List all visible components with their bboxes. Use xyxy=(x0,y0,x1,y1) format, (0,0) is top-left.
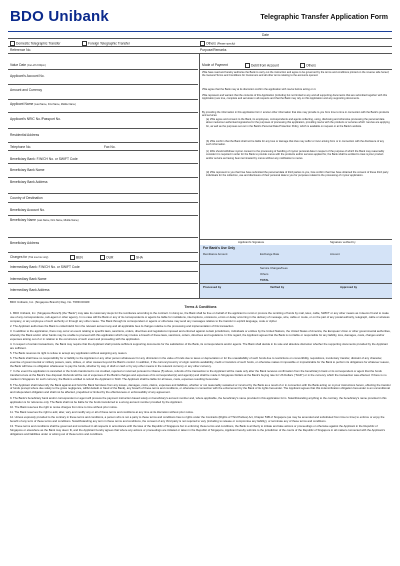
company-line: BDO Unibank, Inc. (Singapore Branch) Reg. No. T08FC0032F xyxy=(10,300,90,304)
country-destination-label: Country of Destination xyxy=(10,196,43,200)
applicant-account-label: Applicant's Account No. xyxy=(10,74,45,78)
terms-item-8: 8. The Applicant shall indemnify the Bank against and hold the Bank harmless from any losses, damages, costs, claims, expenses and liabilities, whether or not reasonably sustained or incurred by the Bank as a result of or in connection with the Bank acting on my/our instructions herein, effecting the transfer of funds (except where due solely to the gross negligence, willful default or fraud of the Bank), any breach of these terms and conditions, or otherwise in connection with the enforcement by the Bank of its rights hereunder. The Applicant agrees that this indemnification obligation hereunder is an unconditional and independent obligation and shall not be affected, prejudiced or limited by the effectiveness or enforceability of any agreement. xyxy=(10,382,391,395)
charges-sha-option[interactable]: SHA xyxy=(130,255,143,260)
field-line xyxy=(8,112,198,113)
field-line xyxy=(8,237,198,238)
beneficiary-account-label: Beneficiary Account No. xyxy=(10,208,46,212)
acknowledgement-2: I/We agree that the Bank may at its discretion confirm the application with me/us before acting on it. xyxy=(202,88,317,91)
bdo-logo xyxy=(10,8,109,25)
field-line xyxy=(200,69,392,70)
telephone-label: Telephone No. xyxy=(10,145,32,149)
beneficiary-swift-label: Beneficiary Bank: F.W/CH No. or SWIFT Code xyxy=(10,157,78,161)
mode-of-payment-label: Mode of Payment xyxy=(202,63,228,67)
form-header xyxy=(10,8,392,30)
terms-item-3: 3. In addition to the application, there may occur an event relating to specific laws, sanctions, orders, directives and regulations imposed and enforced against certain jurisdictions, individuals or entities by the United Nations, the United States of America, the European Union or other governmental authorities, whereby the Bank and/or other banks may be unable to proceed with this application which may involve a breach of these laws, sanctions, orders, directives and regulations. In this regard, the Applicant agrees that the Bank is not liable or responsible for any liability, loss, damages, costs, charges and/or expenses arising out of or in relation to the occurrence of such event and proceeding with the application. xyxy=(10,329,391,342)
field-line xyxy=(200,283,392,284)
value-date-field[interactable]: Value Date (Cut-off 2:00pm) xyxy=(10,63,46,67)
header-rule xyxy=(8,31,392,32)
field-line xyxy=(8,215,198,216)
field-line xyxy=(8,202,198,203)
date-label: Date xyxy=(262,33,269,37)
form-title: Telegraphic Transfer Application Form xyxy=(260,14,388,21)
bank-use-panel xyxy=(200,245,392,298)
field-line xyxy=(8,69,198,70)
logo-bdo: BDO xyxy=(10,8,44,25)
acknowledgement-c: (c) I/We should withdraw my/our consent to the processing of handling of my/our personal data in respect of the purpose of which the Bank may reasonably consider it is required in order for the Bank to provide me/us with the products and/or services applied for, the Bank shall be entitled to treat my/our product and/or service as having been terminated by me/us without any notification to me/us. xyxy=(206,150,385,160)
field-line xyxy=(8,142,198,143)
terms-item-11: 11. The Bank reserves the right to add, alter, vary and modify any or all of these terms and conditions at any time at its discretion without prior notice. xyxy=(10,409,194,414)
mop-debit-option[interactable]: Debit from Account xyxy=(245,63,279,68)
amount-currency-label: Amount and Currency xyxy=(10,88,43,92)
terms-item-12: 12. Unless expressly provided to the contrary in these terms and conditions, a person who is not a party to these terms and conditions has no rights under the Contracts (Rights of Third Parties) Act, Chapter 53B of Singapore (as may be amended and substituted from time to time) to enforce or enjoy the benefit of any term of these terms and conditions. Notwithstanding any term in these terms and conditions, the consent of any third party is not required to vary (including to release or compromise any liability), or terminate any of these terms and conditions. xyxy=(10,414,385,423)
acknowledgement-4: By providing the information in this application form I am/our other information that I/we may provide to you from time to time in connection with the Bank's products and services: xyxy=(202,111,390,118)
field-line xyxy=(8,271,198,272)
terms-item-5: 5. The Bank reserves its right to refuse to accept any application without assigning any reason. xyxy=(10,351,128,356)
foreign-tt-label: Foreign Telegraphic Transfer xyxy=(88,41,130,46)
terms-item-9: 9. The Bank's beneficiary bank and/or correspondent or agent will process the payment instruction based solely on beneficiary's account number and, where applicable, the beneficiary's name provided in this application form. Notwithstanding anything to the contrary, the beneficiary's name provided in this application is for reference only. The Bank shall not be liable for the funds transferred to a wrong account number provided by the Applicant. xyxy=(10,395,387,404)
beneficiary-bank-address-label: Beneficiary Bank Address xyxy=(10,180,48,184)
terms-title: Terms & Conditions xyxy=(184,305,217,309)
intermediary-address-label: Intermediary Bank Address xyxy=(10,288,50,292)
verified-by-label: Verified by xyxy=(270,285,285,289)
field-line xyxy=(8,177,198,178)
bank-use-title: For Bank's Use Only xyxy=(203,246,236,250)
field-line xyxy=(200,264,392,265)
fax-label: Fax No. xyxy=(104,145,116,149)
charges-label: Charges for (Tick one box only) xyxy=(10,255,49,259)
field-line xyxy=(8,261,198,262)
field-line xyxy=(8,193,198,194)
terms-section xyxy=(10,306,391,438)
divider xyxy=(8,46,392,47)
acknowledgement-d: (d) I/We represent to you that I/we have submitted the personal data of third parties to you, I/we confirm that I/we have obtained the consent of these third party individuals for the collection, use and disclosure of their personal data to you for purposes related to the processing of my/our application. xyxy=(206,171,389,178)
processed-by-label: Processed by xyxy=(203,285,222,289)
residential-address-label: Residential Address xyxy=(10,133,40,137)
field-line xyxy=(8,128,198,129)
field-line xyxy=(8,150,198,151)
remittance-amount-label: Remittance Amount xyxy=(203,252,228,256)
service-charges-label: Service Charges/Fees xyxy=(260,266,288,270)
applicant-signature-label: Applicant's Signature xyxy=(238,240,265,244)
divider xyxy=(8,53,392,54)
intermediary-swift-label: Intermediary Bank: F.W/CH No. or SWIFT Code xyxy=(10,265,80,269)
divider xyxy=(8,38,392,39)
field-line xyxy=(8,99,198,100)
applicant-name-label: Applicant Name (Last Name, First Name, Middle Name) xyxy=(10,102,76,106)
field-line xyxy=(8,283,198,284)
field-line xyxy=(8,163,198,164)
domestic-tt-label: Domestic Telegraphic Transfer xyxy=(16,41,61,46)
signature-verified-label: Signature verified by xyxy=(330,240,356,244)
reference-no-label: Reference No. xyxy=(10,48,32,52)
signature-line xyxy=(200,239,392,240)
field-line xyxy=(8,252,198,253)
terms-item-6: 6. The Bank shall have no responsibility for or liability to the Applicant or any other person whatsoever for any diminution in the value of funds due to taxes or depreciation or for the unavailability of such funds due to restrictions on convertibility, requisitions, involuntary transfer, distraint of any character, exercise of governmental or military powers, wars, strikes, or other causes beyond the Bank's control. In addition, if the currency/country of origin restricts availability, credit or transfers of such funds, or otherwise makes it impossible or impracticable for the Bank to perform its obligations for whatever reason, the Bank will have no obligation whatsoever to pay the funds, whether by way of draft or cash or by any other means in the relevant currency or any other currency. xyxy=(10,356,390,369)
field-line xyxy=(8,84,198,85)
mop-others-option[interactable]: Others xyxy=(300,63,316,68)
charges-our-option[interactable]: OUR xyxy=(100,255,113,260)
terms-item-4: 4. In respect of certain transactions, the Bank may require that the Applicant shall provide sufficient supporting documents for the satisfaction of the Bank, its correspondents and/or agents. The Bank shall decide in its sole and absolute discretion whether the supporting documents provided by the Applicant are sufficient. xyxy=(10,342,388,351)
intermediary-name-label: Intermediary Bank Name xyxy=(10,277,47,281)
beneficiary-name-label: Beneficiary Name (Last Name, First Name, Middle Name) xyxy=(10,218,79,222)
others-hint: (Please specify) xyxy=(216,42,236,46)
beneficiary-address-label: Beneficiary Address xyxy=(10,241,40,245)
charges-ben-option[interactable]: BEN xyxy=(70,255,83,260)
acknowledgement-1: I/We have read and hereby authorise the Bank to carry out the instruction and agree to be governed by the terms and conditions printed on the reverse side hereof, the General Terms and Conditions for Customers and all other terms relating to the accounts opened. xyxy=(202,71,390,78)
terms-item-7: 7. In the event the application is cancelled or the funds transferred is not credited, rejected or returned pursuant to Clause (5) above, refunds of the transaction to the Applicant will be made only after the Bank receives confirmation from the beneficiary's bank or its correspondent or agent that the funds transferred are at the Bank's free disposal. Refunds will be net of expenses of the Bank's charges and expenses of its correspondent(s) and agent(s) and shall be made in Singapore Dollars at the Bank's buying rate for US Dollars ("SGD") or in the currency which the transaction was effected. If there is no market in Singapore for such currency, the Bank is entitled to refund the Applicant in SGD. The Applicant shall be liable for all taxes, costs, expenses resulting hereunder. xyxy=(10,369,387,382)
terms-item-2: 2. The Applicant authorises the Bank to collect/debit from the relevant account any and all applicable fees & charges relative to the processing and implementation of this transaction. xyxy=(10,324,235,328)
acknowledgement-a: (a) I/We agree and consent to the Bank, its employees, correspondents and agents collecting, using, disclosing and otherwise processing the personal data about me/us/our authorised signatories for the purposes of processing this application, providing me/us with the products or services which I am/we are applying for, as well as the purposes set out in the Bank's Personal Data Protection Policy, which is available on request or at the Bank's website. xyxy=(206,118,390,128)
acknowledgement-b: (b) I/We confirm that the Bank shall not be liable for any loss or damage that I/we may suffer or incur arising from or in connection with the disclosure of any such information. xyxy=(206,140,385,147)
logo-unibank: Unibank xyxy=(48,8,109,25)
field-line xyxy=(8,298,392,299)
beneficiary-bank-name-label: Beneficiary Bank Name xyxy=(10,168,45,172)
applicant-nric-label: Applicant's NRIC No./Passport No. xyxy=(10,117,61,121)
acknowledgement-3: I/We represent and warrant that the contents of this Application (including but not limited to any and all supporting documents that are submitted together with this Application) are true, complete and accurate in all respects and that the Bank may rely on this Application and any supporting documents. xyxy=(202,94,388,101)
others-fee-label: Others xyxy=(260,272,269,276)
terms-item-13: 13. These terms and conditions shall be governed and construed in all respects in accordance with the laws of the Republic of Singapore but in enforcing these terms and conditions, the Bank is at liberty to initiate and take actions or proceedings or otherwise against the Applicant in the Republic of Singapore or elsewhere as the Bank may deem fit, and the Applicant hereby agrees that where any actions or proceedings are initiated or taken in the Republic of Singapore, Applicant hereby submits to the jurisdiction of the courts of the Republic of Singapore in all matters connected with the Applicant's obligations and liabilities under or arising out of these terms and conditions. xyxy=(10,424,386,436)
total-label: TOTAL xyxy=(260,278,270,282)
amount-label: Amount xyxy=(330,252,340,256)
exchange-rate-label: Exchange Rate xyxy=(260,252,280,256)
terms-item-1: 1. BDO Unibank, Inc. (Singapore Branch) (the "Bank") may take its customary steps for the remittance according to the contract. In doing so, the Bank shall be free on behalf of the applicant to remit or procure the remitting of funds by mail, telex, cable, SWIFT or any other means as it deems fit and to make use of any correspondence, sub-agent or other agency. In no case will the Bank or any of its correspondents or agents be liable for mutilations, interruptions, omissions, errors or delay occurring in the delivery of message, wire, cable or mode, or on the part of any postal authority, telegraph, cable or wireless company, or any employee of such authority or through any other cause. The Bank through its correspondent or agents or otherwise may send any messages relative to the transfer in explicit language, code or cipher. xyxy=(10,310,390,323)
terms-item-10: 10. The Bank reserves the right to revise charges from time to time without prior notice. xyxy=(10,404,118,409)
purpose-label: Purpose/Remarks xyxy=(200,48,227,52)
approved-by-label: Approved by xyxy=(340,285,358,289)
others-label: Others xyxy=(206,41,216,46)
